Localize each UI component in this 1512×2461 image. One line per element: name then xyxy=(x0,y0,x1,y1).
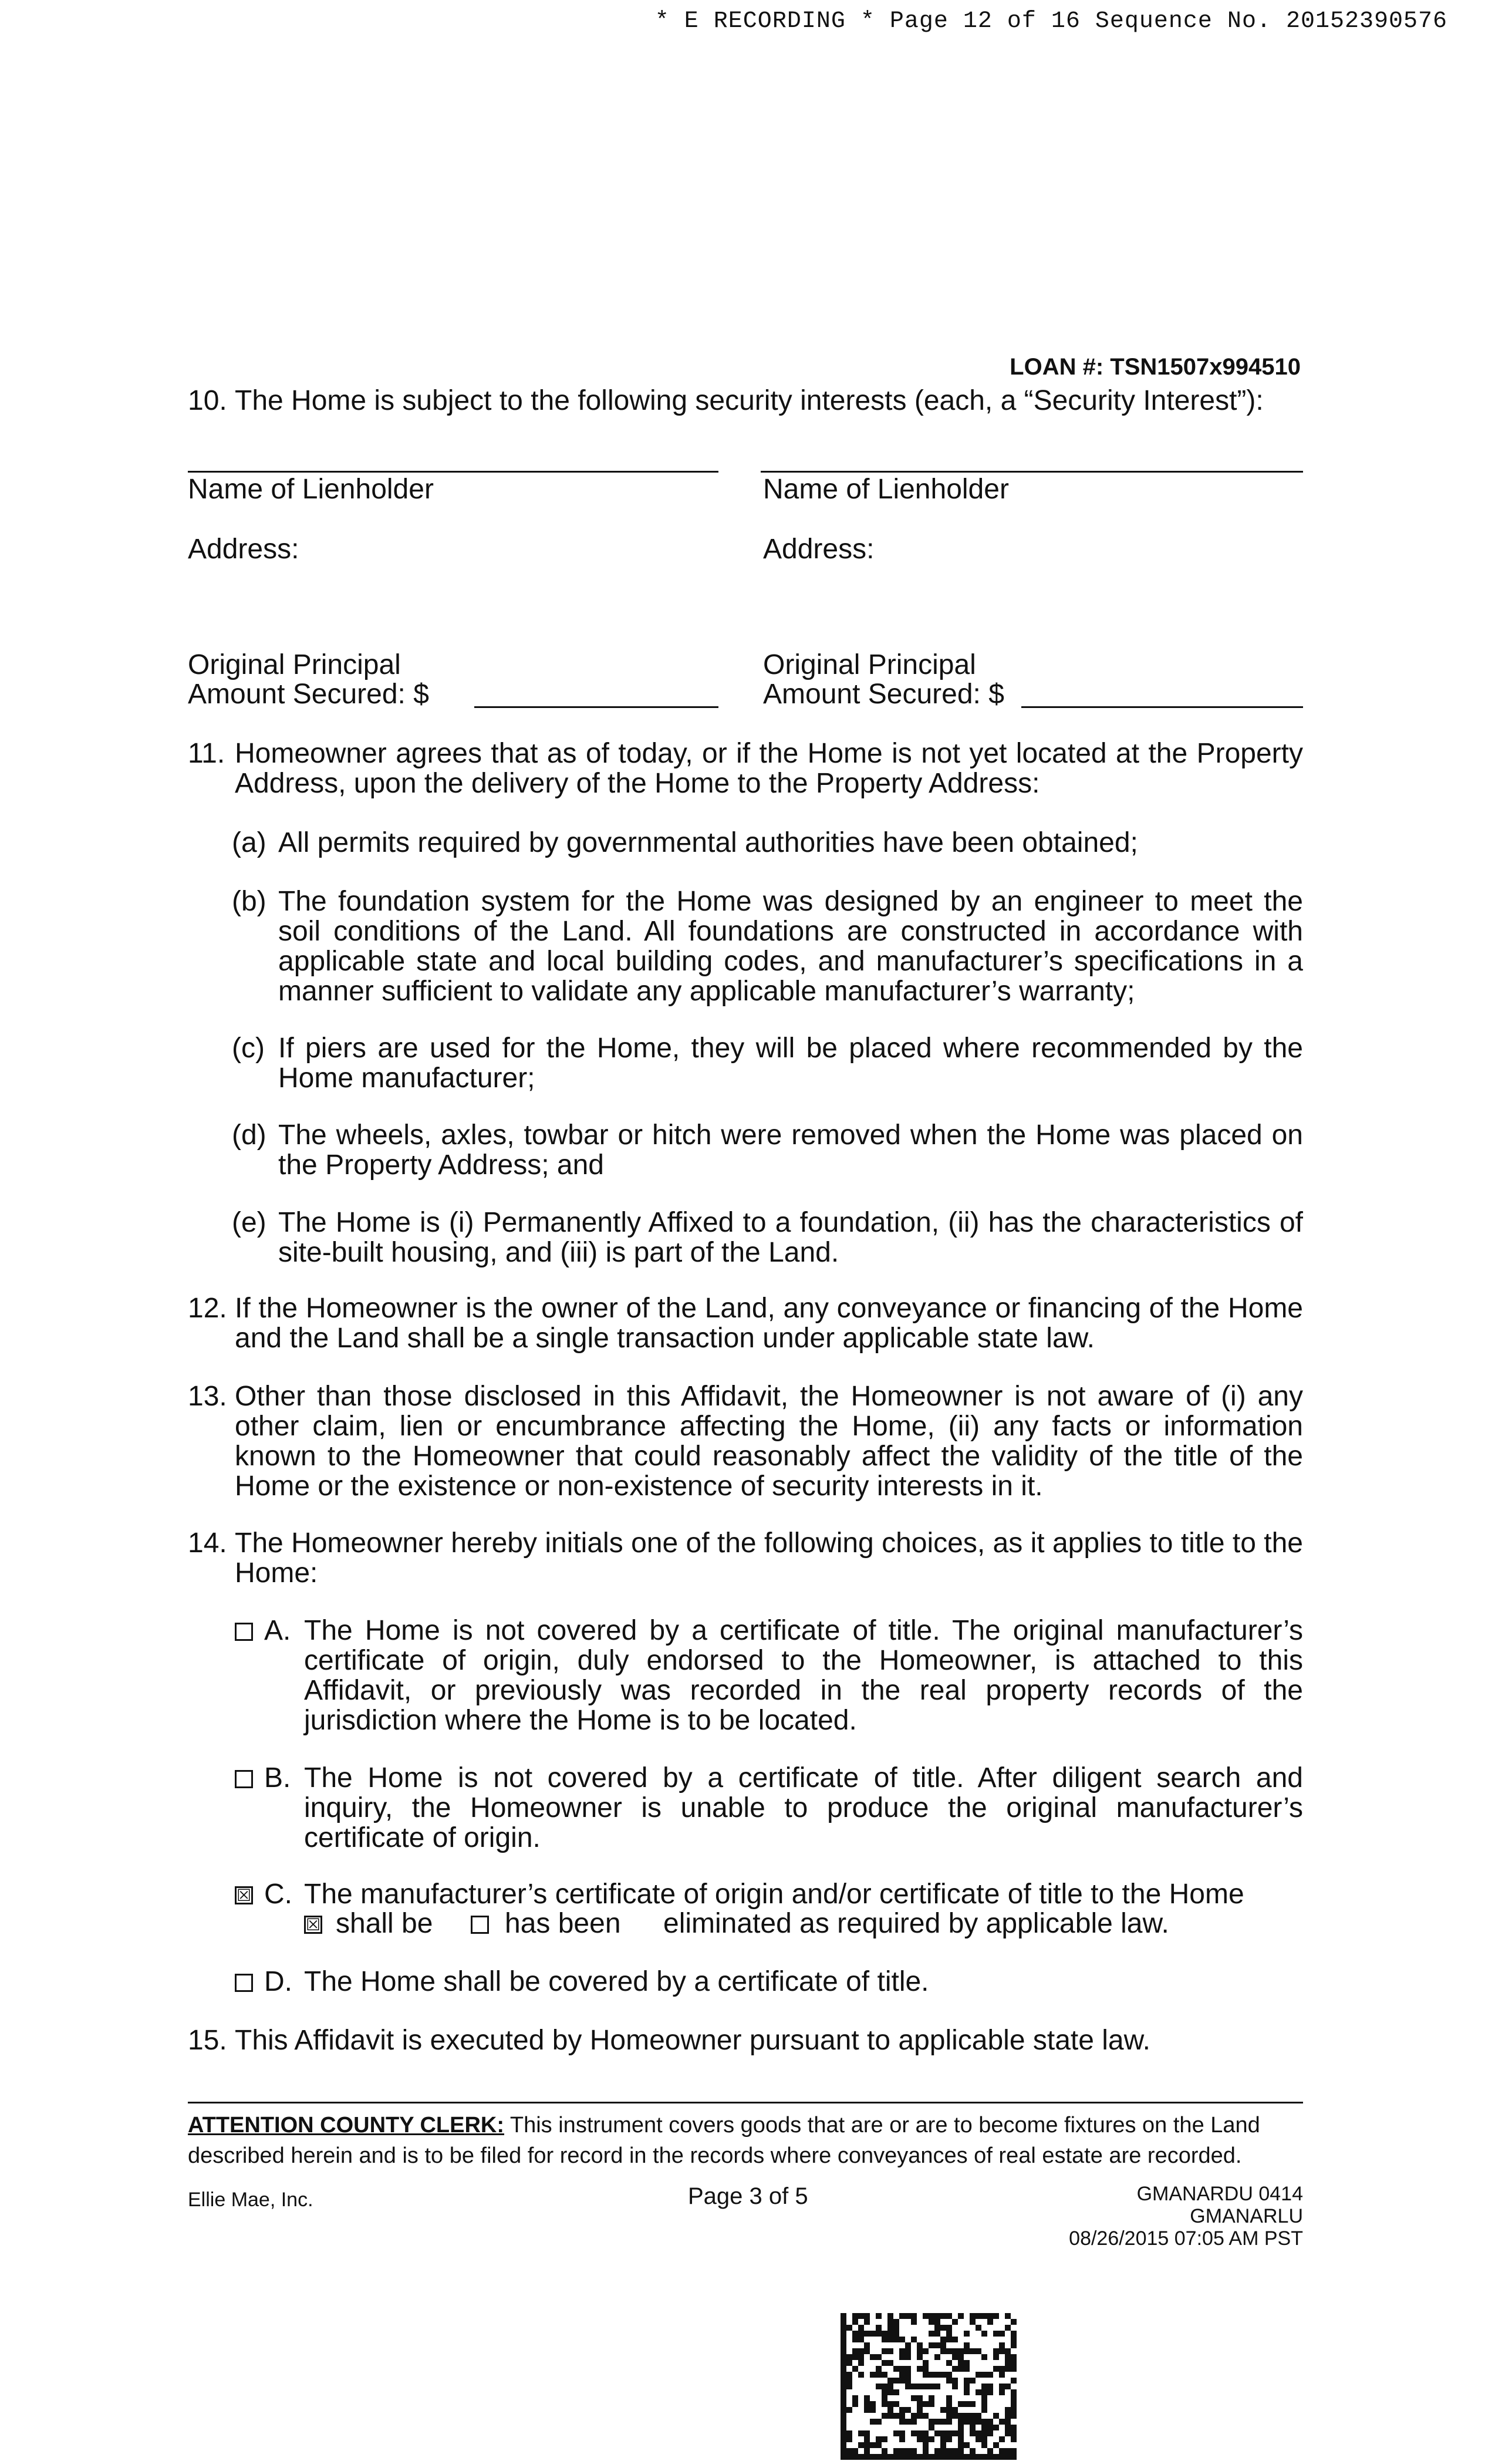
choice-text: The Home is not covered by a certificate of title. After diligent search and inquiry, the Homeowner is unable to produce the original manufacturer’s certificate of origin. xyxy=(304,1762,1303,1853)
section-text: The Home is subject to the following security interests (each, a “Security Interest”): xyxy=(235,385,1264,416)
footer-page: Page 3 of 5 xyxy=(688,2183,808,2209)
amount-secured-label: Amount Secured: $ xyxy=(188,679,429,710)
shall-be-label: shall be xyxy=(336,1908,433,1939)
choice-b-checkbox[interactable] xyxy=(235,1770,253,1788)
section-number: 15. xyxy=(188,2025,227,2056)
attention-rule xyxy=(188,2102,1303,2103)
loan-number: LOAN #: TSN1507x994510 xyxy=(1010,354,1301,380)
item-label: (e) xyxy=(232,1207,266,1238)
section-number: 12. xyxy=(188,1293,227,1324)
item-text: The wheels, axles, towbar or hitch were removed when the Home was placed on the Property Address; and xyxy=(278,1120,1303,1181)
attention-heading: ATTENTION COUNTY CLERK: xyxy=(188,2113,505,2138)
amount-secured-label: Amount Secured: $ xyxy=(763,679,1004,710)
lienholder-address-label: Address: xyxy=(763,534,875,565)
lienholder-name-label: Name of Lienholder xyxy=(188,474,434,505)
footer-code-1: GMANARDU 0414 xyxy=(1136,2183,1303,2205)
item-text: If piers are used for the Home, they will be placed where recommended by the Home manufacturer; xyxy=(278,1033,1303,1094)
item-text: The foundation system for the Home was designed by an engineer to meet the soil conditions of the Land. All foundations are constructed in accordance with applicable state and local building codes, and manufacturer’s specifications in a manner sufficient to validate any applicable manufacturer’s warranty; xyxy=(278,886,1303,1007)
has-been-label: has been xyxy=(505,1908,621,1939)
amount-blank[interactable] xyxy=(474,706,718,708)
choice-d-checkbox[interactable] xyxy=(235,1974,253,1992)
item-label: (a) xyxy=(232,827,266,858)
lienholder-address-label: Address: xyxy=(188,534,299,565)
footer-code-2: GMANARLU xyxy=(1190,2205,1303,2227)
choice-c-checkbox[interactable]: ☒ xyxy=(235,1886,253,1904)
choice-a-checkbox[interactable] xyxy=(235,1623,253,1641)
choice-letter: C. xyxy=(264,1879,292,1910)
lienholder-name-label: Name of Lienholder xyxy=(763,474,1009,505)
item-label: (c) xyxy=(232,1033,265,1064)
section-number: 10. xyxy=(188,385,227,416)
recording-header: * E RECORDING * Page 12 of 16 Sequence No. 20152390576 xyxy=(654,8,1447,35)
principal-label: Original Principal xyxy=(763,649,976,680)
item-text: The Home is (i) Permanently Affixed to a foundation, (ii) has the characteristics of site-built housing, and (iii) is part of the Land. xyxy=(278,1207,1303,1268)
choice-text: The Home is not covered by a certificate of title. The original manufacturer’s certificate of origin, duly endorsed to the Homeowner, is attached to this Affidavit, or previously was recorded in the real property records of the jurisdiction where the Home is to be located. xyxy=(304,1615,1303,1736)
has-been-checkbox[interactable] xyxy=(471,1916,489,1934)
lienholder-name-line xyxy=(188,471,718,473)
choice-c-tail: eliminated as required by applicable law. xyxy=(663,1908,1169,1939)
section-number: 11. xyxy=(188,738,225,769)
attention-county-clerk xyxy=(188,2110,1303,2171)
attention-text: This instrument covers goods that are or are to become fixtures on the Land described herein and is to be filed for record in the records where conveyances of real estate are recorded. xyxy=(188,2113,1260,2168)
section-text: Other than those disclosed in this Affidavit, the Homeowner is not aware of (i) any other claim, lien or encumbrance affecting the Home, (ii) any facts or information known to the Homeowner that could reasonably affect the validity of the title of the Home or the existence or non-existence of security interests in it. xyxy=(235,1381,1303,1502)
footer-company: Ellie Mae, Inc. xyxy=(188,2189,313,2211)
shall-be-checkbox[interactable]: ☒ xyxy=(304,1916,322,1934)
section-text: Homeowner agrees that as of today, or if the Home is not yet located at the Property Address, upon the delivery of the Home to the Property Address: xyxy=(235,738,1303,799)
choice-text: The manufacturer’s certificate of origin and/or certificate of title to the Home xyxy=(304,1879,1244,1910)
section-number: 14. xyxy=(188,1528,227,1559)
choice-letter: B. xyxy=(264,1762,291,1794)
item-text: All permits required by governmental authorities have been obtained; xyxy=(278,827,1138,858)
barcode-image xyxy=(841,2313,1017,2460)
principal-label: Original Principal xyxy=(188,649,401,680)
item-label: (b) xyxy=(232,886,266,917)
footer-timestamp: 08/26/2015 07:05 AM PST xyxy=(1069,2227,1303,2250)
choice-letter: D. xyxy=(264,1966,292,1997)
choice-letter: A. xyxy=(264,1615,291,1646)
item-label: (d) xyxy=(232,1120,266,1151)
amount-blank[interactable] xyxy=(1021,706,1303,708)
section-text: This Affidavit is executed by Homeowner pursuant to applicable state law. xyxy=(235,2025,1150,2056)
footer-codes xyxy=(1069,2183,1303,2250)
choice-text: The Home shall be covered by a certificate of title. xyxy=(304,1966,929,1997)
section-text: The Homeowner hereby initials one of the following choices, as it applies to title to the Home: xyxy=(235,1528,1303,1589)
lienholder-name-line xyxy=(761,471,1303,473)
section-text: If the Homeowner is the owner of the Land, any conveyance or financing of the Home and the Land shall be a single transaction under applicable state law. xyxy=(235,1293,1303,1354)
section-number: 13. xyxy=(188,1381,227,1412)
